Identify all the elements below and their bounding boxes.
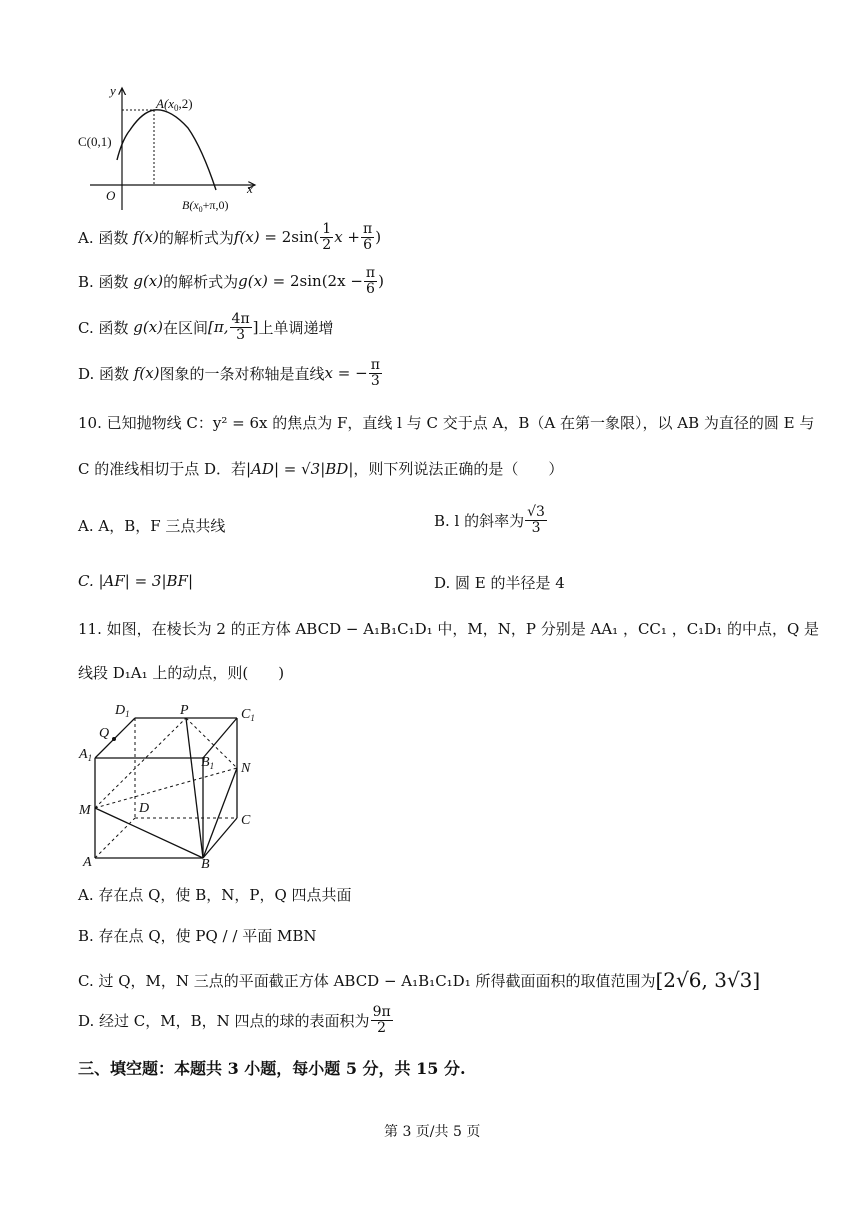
q11-c-pre: C. 过 Q，M，N 三点的平面截正方体 ABCD − A₁B₁C₁D₁ 所得截面面积的取值范围为 xyxy=(78,971,656,990)
q9-d-mid: 图象的一条对称轴是直线 xyxy=(159,364,325,383)
point-c-label: C(0,1) xyxy=(78,134,112,149)
label-q: Q xyxy=(99,726,110,741)
q9-option-c xyxy=(78,312,334,342)
label-a: A xyxy=(83,855,92,870)
label-d: D xyxy=(139,801,150,816)
q9-c-mid: 在区间 xyxy=(163,318,209,337)
q11-d-pre: D. 经过 C，M，B，N 四点的球的表面积为 xyxy=(78,1011,370,1030)
q9-d-prefix: D. 函数 xyxy=(78,364,130,383)
label-b: B xyxy=(201,857,210,872)
q10-line1: 10. 已知抛物线 C：y² = 6x 的焦点为 F，直线 l 与 C 交于点 A，B（A 在第一象限），以 AB 为直径的圆 E 与 xyxy=(78,414,815,432)
edge-c-b xyxy=(203,818,237,858)
q9-b-eq: = 2sin(2x − xyxy=(272,272,363,291)
sine-graph xyxy=(70,80,270,215)
q9-a-eq: = 2sin( xyxy=(264,228,320,247)
q11-option-d xyxy=(78,1005,394,1035)
q10-option-b xyxy=(434,505,548,535)
label-n: N xyxy=(241,761,251,776)
q10-line2 xyxy=(78,458,563,479)
q9-b-prefix: B. 函数 xyxy=(78,272,129,291)
q9-a-fx: f(x) xyxy=(133,228,159,247)
x-axis-label: x xyxy=(247,181,253,196)
q11-d-frac: $\frac{9\pi}{2}$ xyxy=(372,1004,391,1036)
q9-d-fx: f(x) xyxy=(133,364,160,383)
q9-d-frac: $\frac{\pi}{3}$ xyxy=(370,357,380,389)
line-p-b xyxy=(186,718,203,858)
q11-option-b: B. 存在点 Q，使 PQ / / 平面 MBN xyxy=(78,927,317,945)
q11-option-a: A. 存在点 Q，使 B，N，P，Q 四点共面 xyxy=(78,886,352,904)
q9-a-prefix: A. 函数 xyxy=(78,228,129,247)
q9-a-var: x + xyxy=(334,228,360,247)
q11-line1: 11. 如图，在棱长为 2 的正方体 ABCD − A₁B₁C₁D₁ 中，M，N，P 分别是 AA₁ ，CC₁ ，C₁D₁ 的中点，Q 是 xyxy=(78,620,820,638)
line-m-n xyxy=(95,768,237,808)
q9-b-mid: 的解析式为 xyxy=(163,272,239,291)
q9-c-gx: g(x) xyxy=(133,318,164,337)
q11-c-range: [2√6, 3√3] xyxy=(655,968,761,992)
cube-figure xyxy=(75,700,275,872)
point-a-label: $A(x_0,2)$ xyxy=(156,96,193,113)
q9-c-prefix: C. 函数 xyxy=(78,318,129,337)
q9-b-close: ) xyxy=(378,272,384,291)
q9-a-mid: 的解析式为 xyxy=(158,228,234,247)
q9-b-gx: g(x) xyxy=(133,272,164,291)
origin-label: O xyxy=(106,188,116,203)
q9-option-a xyxy=(78,222,381,252)
q9-a-frac1: $\frac{1}{2}$ xyxy=(322,221,332,253)
q10-line2-pre: C 的准线相切于点 D．若 xyxy=(78,460,247,478)
point-q xyxy=(112,737,116,741)
sine-curve xyxy=(117,110,216,190)
q9-d-eq: x = − xyxy=(324,364,368,383)
q9-c-close: ] xyxy=(252,318,259,337)
q9-option-d xyxy=(78,358,383,388)
label-a1: $A_1$ xyxy=(79,747,93,763)
q10-line2-eq: |AD| = √3|BD| xyxy=(246,459,354,478)
q9-a-close: ) xyxy=(375,228,382,247)
label-m: M xyxy=(79,803,91,818)
q10-option-a: A. A，B，F 三点共线 xyxy=(78,517,226,535)
q10-option-d: D. 圆 E 的半径是 4 xyxy=(434,574,565,592)
q9-a-frac2: $\frac{\pi}{6}$ xyxy=(363,221,373,253)
page-footer: 第 3 页/共 5 页 xyxy=(384,1124,481,1140)
q10-b-pre: B. l 的斜率为 xyxy=(434,511,525,530)
section-3-heading: 三、填空题：本题共 3 小题，每小题 5 分，共 15 分. xyxy=(78,1059,466,1078)
point-b-label: $B(x_0+\pi,0)$ xyxy=(182,198,229,214)
label-d1: $D_1$ xyxy=(115,703,130,719)
label-c: C xyxy=(241,813,251,828)
q10-line2-post: ，则下列说法正确的是（ ） xyxy=(353,460,564,478)
q11-line2: 线段 D₁A₁ 上的动点，则( ) xyxy=(78,664,285,682)
q10-option-c: C. |AF| = 3|BF| xyxy=(78,572,194,590)
q9-b-frac: $\frac{\pi}{6}$ xyxy=(365,265,376,297)
q9-c-suffix: 上单调递增 xyxy=(258,318,334,337)
label-p: P xyxy=(180,703,189,718)
label-c1: $C_1$ xyxy=(241,707,255,723)
q9-option-b xyxy=(78,266,384,296)
label-b1: $B_1$ xyxy=(201,755,215,771)
line-b-n xyxy=(203,768,237,858)
q11-option-c xyxy=(78,968,760,992)
q10-b-frac: $\frac{√3}{3}$ xyxy=(527,504,545,536)
y-axis-label: y xyxy=(110,83,116,98)
q9-c-frac: $\frac{4\pi}{3}$ xyxy=(231,311,250,343)
q9-b-gx2: g(x) xyxy=(238,272,268,291)
q9-a-fx2: f(x) xyxy=(233,228,260,247)
q9-c-open: [π, xyxy=(208,318,229,337)
